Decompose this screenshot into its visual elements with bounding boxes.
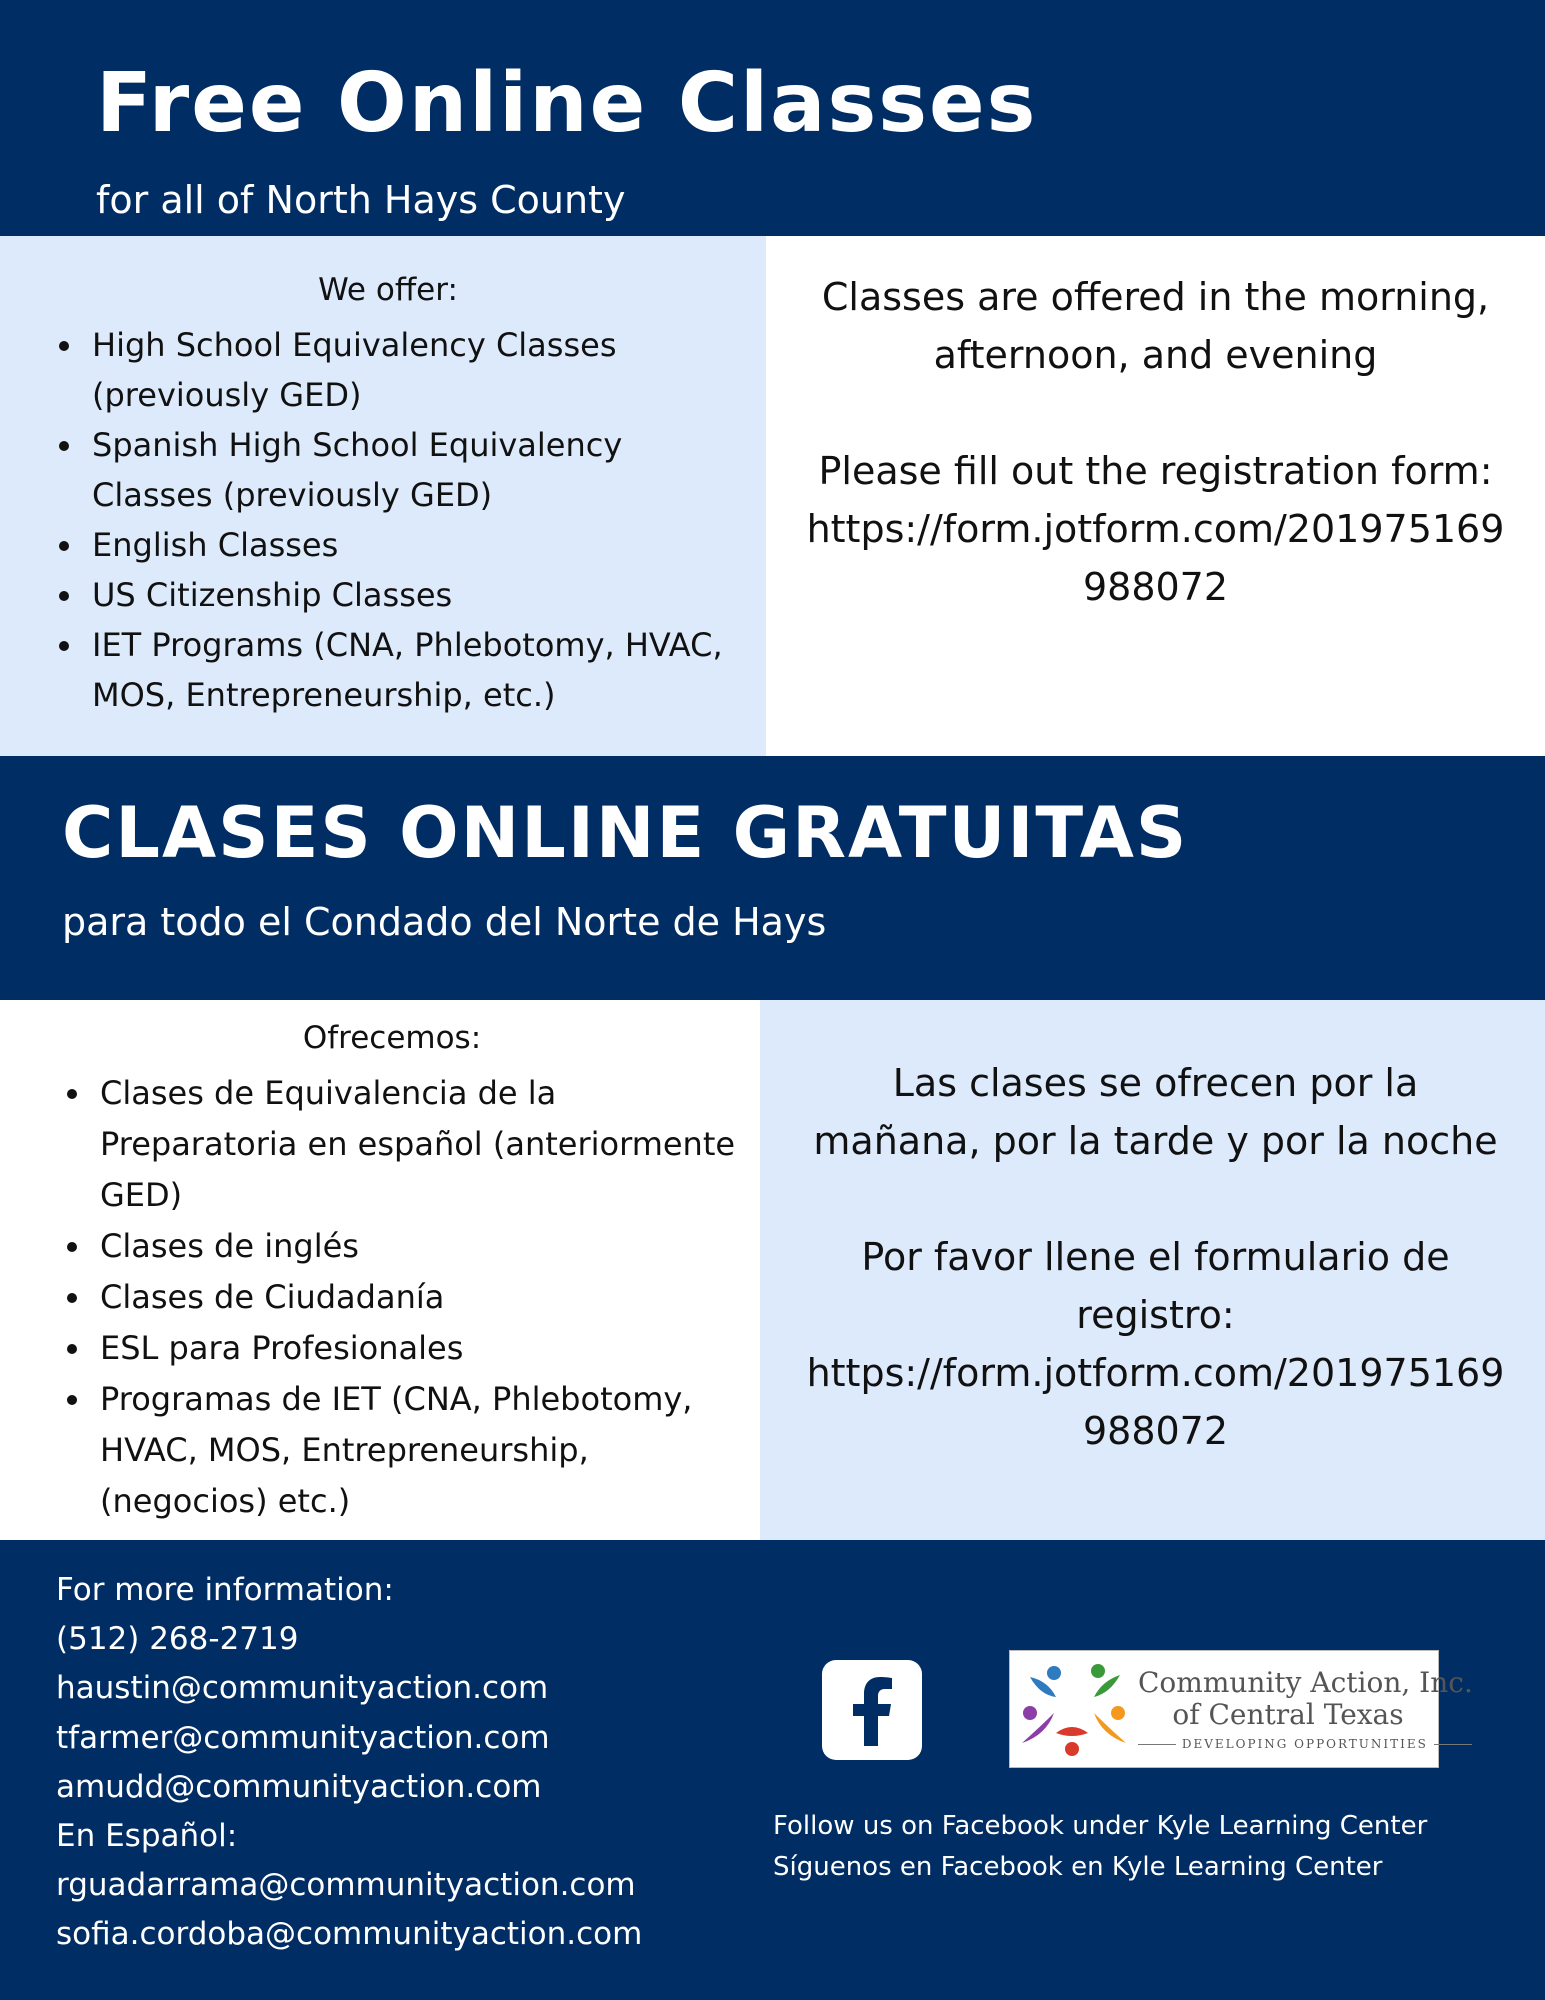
english-subtitle: for all of North Hays County [96,178,626,222]
english-title: Free Online Classes [96,56,1038,151]
contact-email[interactable]: haustin@communityaction.com [56,1670,549,1707]
registration-link[interactable]: https://form.jotform.com/201975169988072 [806,1351,1505,1453]
list-item: • Programas de IET (CNA, Phlebotomy, HVAC, MOS, Entrepreneurship, (negocios) etc.) [94,1374,748,1527]
offer-heading: We offer: [318,272,458,308]
list-item: • US Citizenship Classes [86,570,748,620]
register-text: Please fill out the registration form: [818,449,1493,493]
spanish-subtitle: para todo el Condado del Norte de Hays [62,900,827,944]
list-item: • ESL para Profesionales [94,1323,748,1374]
english-info-panel [766,236,1545,756]
list-item: • Clases de inglés [94,1221,748,1272]
spanish-title: CLASES ONLINE GRATUITAS [62,792,1189,874]
logo-name: Community Action, Inc. [1138,1666,1473,1699]
contact-heading: For more information: [56,1572,394,1608]
contact-email[interactable]: tfarmer@communityaction.com [56,1719,550,1756]
list-item: • Spanish High School Equivalency Classes (previously GED) [86,420,748,520]
list-item: • English Classes [86,520,748,570]
spanish-header-band [0,756,1545,1000]
register-text: Por favor llene el formulario de registro: [861,1235,1450,1337]
list-item: • High School Equivalency Classes (previously GED) [86,320,748,420]
footer-band [0,1540,1545,2000]
schedule-text: Las clases se ofrecen por la mañana, por la tarde y por la noche [813,1061,1498,1163]
registration-link[interactable]: https://form.jotform.com/201975169988072 [806,507,1505,609]
logo-figures-icon [1010,1651,1138,1767]
contact-email[interactable]: sofia.cordoba@communityaction.com [56,1916,643,1953]
spanish-info-panel [760,1000,1545,1540]
contact-info [56,1566,642,1960]
facebook-icon[interactable] [822,1660,922,1760]
logo-subname: of Central Texas [1172,1698,1404,1731]
community-action-logo [1009,1650,1473,1768]
list-item: • IET Programs (CNA, Phlebotomy, HVAC, MOS, Entrepreneurship, etc.) [86,620,748,720]
english-offer-panel [0,236,766,756]
offer-heading: Ofrecemos: [302,1020,482,1056]
follow-spanish: Síguenos en Facebook en Kyle Learning Center [773,1852,1383,1882]
list-item: • Clases de Equivalencia de la Preparatoria en español (anteriormente GED) [94,1068,748,1221]
spanish-contact-heading: En Español: [56,1818,238,1855]
follow-english: Follow us on Facebook under Kyle Learning Center [773,1811,1428,1841]
contact-email[interactable]: rguadarrama@communityaction.com [56,1867,636,1904]
offer-list [28,320,748,720]
contact-phone[interactable]: (512) 268-2719 [56,1621,299,1658]
contact-email[interactable]: amudd@communityaction.com [56,1768,542,1805]
schedule-text: Classes are offered in the morning, afternoon, and evening [821,275,1490,377]
facebook-follow-text [773,1806,1427,1888]
spanish-offer-panel [0,1000,760,1540]
offer-list [36,1068,748,1527]
english-header-band [0,0,1545,236]
list-item: • Clases de Ciudadanía [94,1272,748,1323]
logo-tagline: DEVELOPING OPPORTUNITIES [1138,1737,1438,1751]
